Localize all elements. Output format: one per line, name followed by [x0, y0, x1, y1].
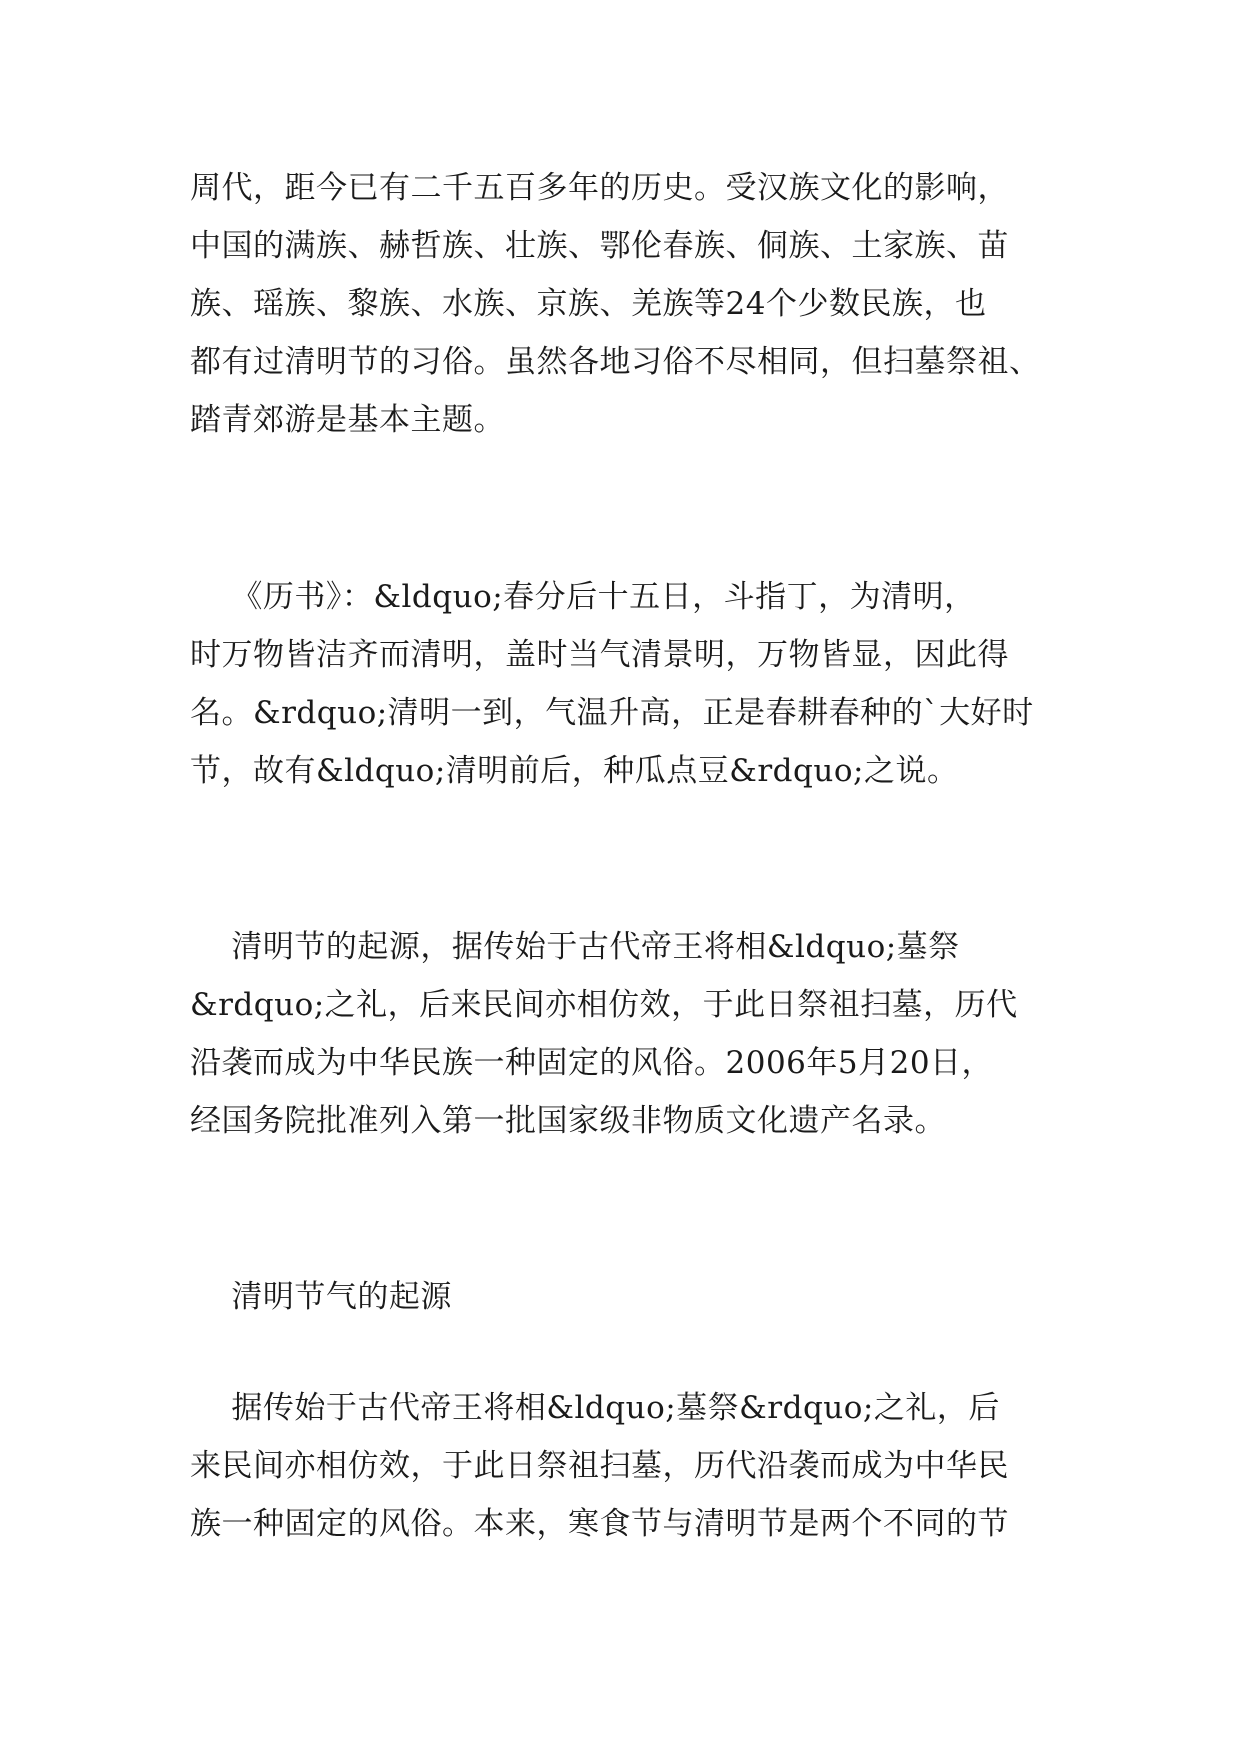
text-line: 经国务院批准列入第一批国家级非物质文化遗产名录。 [190, 1103, 946, 1139]
text-line: 《历书》：&ldquo;春分后十五日，斗指丁，为清明， [190, 579, 976, 615]
text-line: 族一种固定的风俗。本来，寒食节与清明节是两个不同的节 [190, 1506, 1009, 1542]
text-line: 时万物皆洁齐而清明，盖时当气清景明，万物皆显，因此得 [190, 637, 1009, 673]
text-line: 都有过清明节的习俗。虽然各地习俗不尽相同，但扫墓祭祖、 [190, 344, 1041, 380]
text-line: 周代，距今已有二千五百多年的历史。受汉族文化的影响， [190, 170, 1009, 206]
text-line: 沿袭而成为中华民族一种固定的风俗。2006年5月20日， [190, 1045, 994, 1081]
text-line: 踏青郊游是基本主题。 [190, 402, 505, 438]
text-line: 中国的满族、赫哲族、壮族、鄂伦春族、侗族、土家族、苗 [190, 228, 1009, 264]
text-line: 来民间亦相仿效，于此日祭祖扫墓，历代沿袭而成为中华民 [190, 1448, 1009, 1484]
text-line: 节，故有&ldquo;清明前后，种瓜点豆&rdquo;之说。 [190, 753, 959, 789]
text-line: 族、瑶族、黎族、水族、京族、羌族等24个少数民族，也 [190, 286, 987, 322]
text-line: 据传始于古代帝王将相&ldquo;墓祭&rdquo;之礼，后 [190, 1390, 1000, 1426]
text-line: &rdquo;之礼，后来民间亦相仿效，于此日祭祖扫墓，历代 [190, 987, 1018, 1023]
text-line: 名。&rdquo;清明一到，气温升高，正是春耕春种的`大好时 [190, 695, 1034, 731]
text-line: 清明节的起源，据传始于古代帝王将相&ldquo;墓祭 [190, 929, 960, 965]
heading-text: 清明节气的起源 [190, 1279, 452, 1315]
